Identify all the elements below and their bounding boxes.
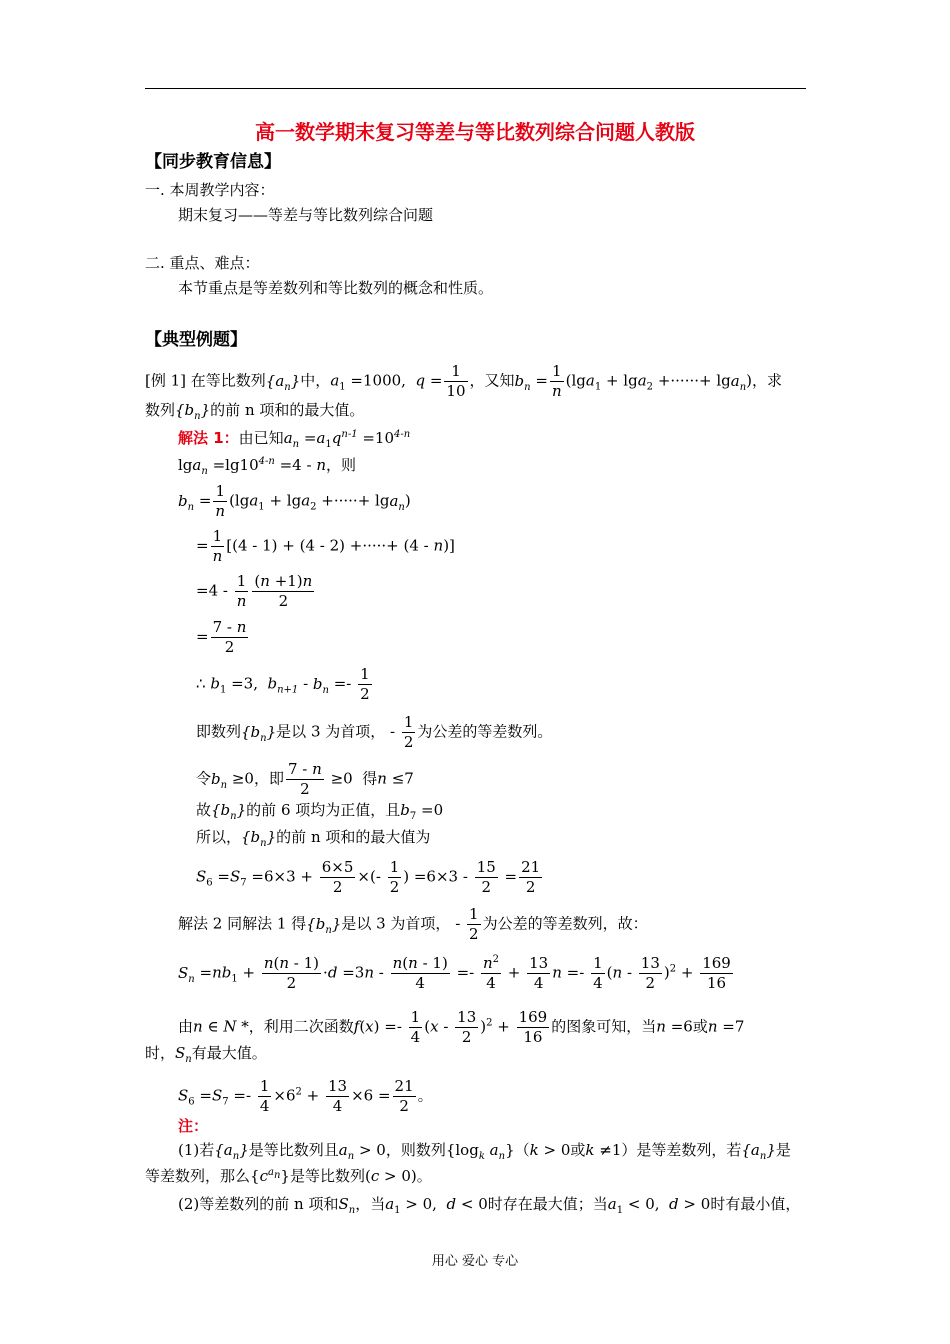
- example1-tag: [例 1] 在等比数列: [145, 371, 266, 390]
- solution1-hence: 故$\{b_n\}$的前 6 项均为正值，且$b_7 =0$: [196, 801, 444, 822]
- note1-line2: 等差数列，那么$\{c^{a_n}\}$是等比数列(c > 0)。: [145, 1167, 432, 1185]
- solution1-so: 所以，$\{b_n\}$的前 n 项和的最大值为: [196, 828, 431, 849]
- note-label: 注：: [178, 1117, 209, 1135]
- solution1-bn-def: $b_n$ = $\frac{1}{n}$ (lga$_1$ + lga$_2$ +·····+ lga$_n$): [178, 482, 411, 520]
- solution1-s6: $S_6 =S_7 =6\times 3$ + $\frac{6\times 5}{2}$ ×(- $\frac{1}{2}$ ) =6×3 - $\frac{15}{2}$ = $\frac{21}{2}$: [196, 858, 541, 896]
- note2-line1: (2)等差数列的前 n 项和$S_n$，当$a_1 > 0$, d < 0时存在最大值；当$a_1 < 0$, d > 0时有最小值，: [178, 1195, 801, 1216]
- page-footer: 用心 爱心 专心: [431, 1254, 519, 1269]
- solution1-let: 令$b_n \ge 0$，即 $\frac{7 - n}{2}$ ≥0 得n ≤7: [196, 760, 414, 798]
- solution1-step3: = $\frac{7 - n}{2}$: [196, 618, 247, 656]
- solution2-quadratic: 由n ∈ N *，利用二次函数f(x) =- $\frac{1}{4}$ (x - $\frac{13}{2}$ )$^2$ + $\frac{169}{16}$ 的图象可知，当n =6或n =7: [178, 1008, 745, 1046]
- header-rule: [145, 88, 806, 89]
- solution2-sn: $S_n =nb_1$ + $\frac{n(n - 1)}{2}$ ·d =3n - $\frac{n(n - 1)}{4}$ =- $\frac{n^2}{4}$ + $\frac{13}{4}$ n =- $\frac{1}{4}$ (n - $\frac{13}{2}$ )$^2$ + $\frac{169}{16}$: [178, 954, 731, 992]
- solution2-start: 解法 2 同解法 1 得$\{b_n\}$是以 3 为首项， - $\frac{1}{2}$ 为公差的等差数列，故：: [178, 905, 648, 943]
- example1-line1: [例 1] 在等比数列$\{a_n\}$中，$a_1 =1000$, q = $\frac{1}{10}$ ，又知$b_n$ = $\frac{1}{n}$ (lga$_1$ + lga$_2$ +······+ lga$_n$)，求: [145, 362, 783, 400]
- section-examples: 【典型例题】: [145, 330, 247, 350]
- item2-label: 二. 重点、难点：: [145, 254, 260, 272]
- page-title: 高一数学期末复习等差与等比数列综合问题人教版: [255, 120, 695, 144]
- example1-line2: 数列$\{b_n\}$的前 n 项和的最大值。: [145, 401, 365, 422]
- solution1-therefore: ∴ $b_1 =3$, $b_{n+1} - b_n$ =- $\frac{1}{2}$: [196, 665, 370, 703]
- solution1-label: 解法 1：: [178, 429, 239, 447]
- item2-text: 本节重点是等差数列和等比数列的概念和性质。: [178, 279, 494, 297]
- item1-label: 一. 本周教学内容：: [145, 181, 275, 199]
- solution2-conclusion: 时，$S_n$有最大值。: [145, 1044, 267, 1065]
- solution1-start: 解法 1：由已知$a_n =a_1q^{n-1} =10^{4-n}$: [178, 429, 411, 450]
- section-sync-info: 【同步教育信息】: [145, 152, 281, 172]
- item1-text: 期末复习——等差与等比数列综合问题: [178, 206, 434, 224]
- solution1-log: $\lg a_n =\lg 10^{4-n} =4 - n$，则: [178, 456, 356, 477]
- solution1-step1: = $\frac{1}{n}$ [(4 - 1) + (4 - 2) +·····+ (4 - n)]: [196, 527, 455, 565]
- note1-line1: (1)若$\{a_n\}$是等比数列且$a_n > 0$，则数列{$\log_k$ $a_n\}(k > 0$或k ≠1）是等差数列，若$\{a_n\}$是: [178, 1141, 791, 1162]
- solution1-sequence-note: 即数列$\{b_n\}$是以 3 为首项， - $\frac{1}{2}$ 为公差的等差数列。: [196, 713, 553, 751]
- solution1-step2: =4 - $\frac{1}{n}$ $\frac{(n +1)n}{2}$: [196, 572, 313, 610]
- solution2-s6: $S_6 =S_7$ =- $\frac{1}{4}$ $\times 6^2$ + $\frac{13}{4}$ ×6 = $\frac{21}{2}$ 。: [178, 1077, 433, 1115]
